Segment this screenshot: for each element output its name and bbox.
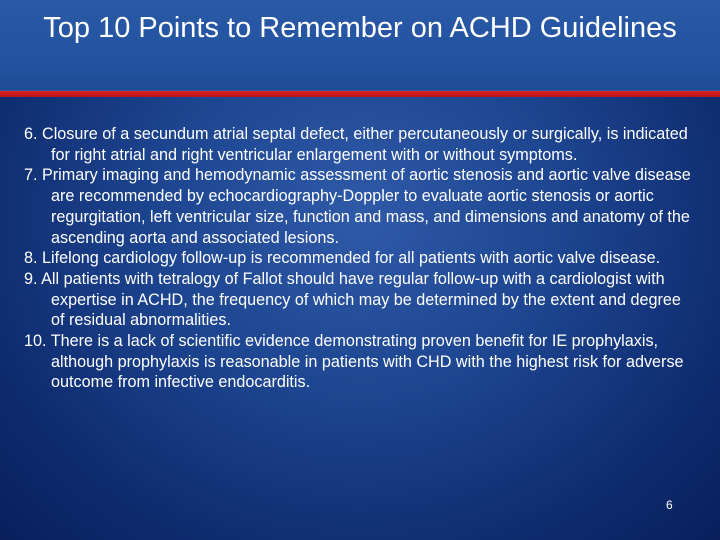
point-item: 6. Closure of a secundum atrial septal defect, either percutaneously or surgically, is indicated for right atrial and right ventricular enlargement with or without symptoms. bbox=[24, 125, 688, 164]
point-item: 7. Primary imaging and hemodynamic assessment of aortic stenosis and aortic valve disease are recommended by echocardiography-Doppler to evaluate aortic stenosis or aortic regurgitation, left ventricular size, function and mass, and dimensions and anatomy of the ascending aorta and associated lesions. bbox=[24, 166, 691, 247]
point-item: 9. All patients with tetralogy of Fallot should have regular follow-up with a cardiologist with expertise in ACHD, the frequency of which may be determined by the extent and degree of residual abnormalities. bbox=[24, 269, 681, 330]
points-list bbox=[24, 124, 694, 393]
title-divider bbox=[0, 91, 720, 97]
slide-number: 6 bbox=[666, 498, 673, 512]
point-item: 8. Lifelong cardiology follow-up is recommended for all patients with aortic valve disease. bbox=[24, 249, 661, 268]
slide-title: Top 10 Points to Remember on ACHD Guidelines bbox=[43, 12, 677, 44]
point-item: 10. There is a lack of scientific evidence demonstrating proven benefit for IE prophylaxis, although prophylaxis is reasonable in patients with CHD with the highest risk for adverse outcome from infective endocarditis. bbox=[24, 332, 684, 392]
